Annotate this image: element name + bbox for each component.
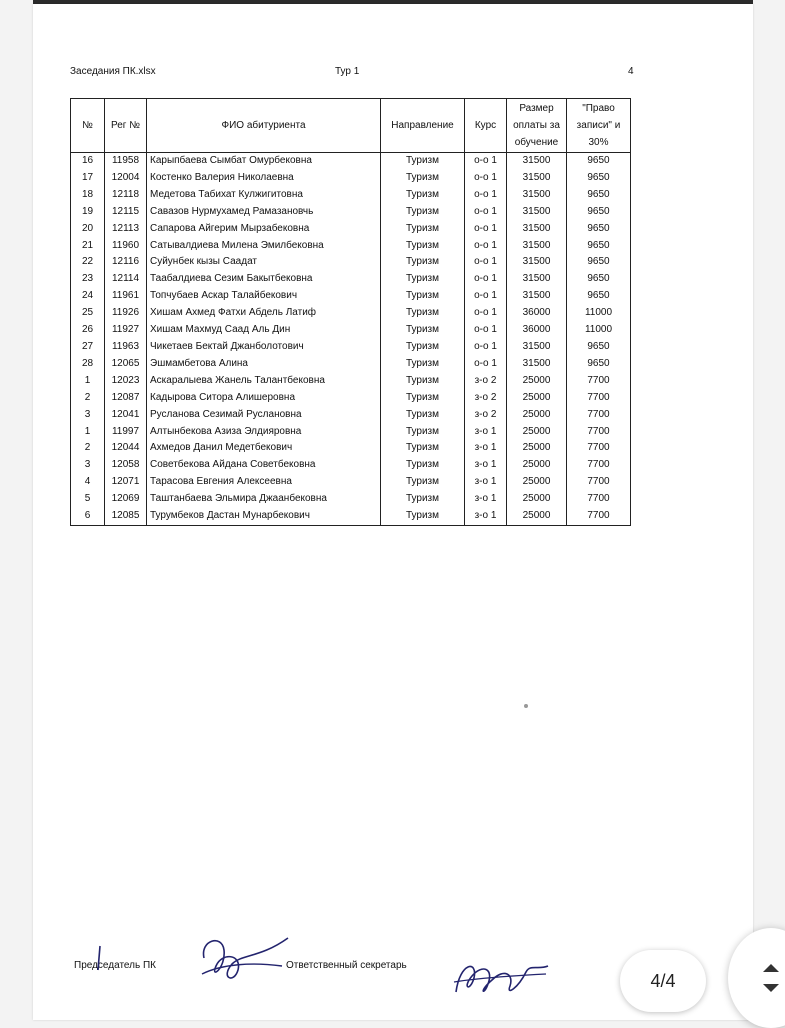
cell-tuition: 25000 xyxy=(507,390,567,407)
cell-reg-number: 12085 xyxy=(105,508,147,525)
cell-course: з-о 1 xyxy=(465,440,507,457)
table-row xyxy=(71,254,631,271)
cell-full-name: Сатывалдиева Милена Эмилбековна xyxy=(147,238,381,255)
cell-tuition: 25000 xyxy=(507,373,567,390)
cell-right-of-entry: 7700 xyxy=(567,424,631,441)
cell-right-of-entry: 9650 xyxy=(567,356,631,373)
cell-full-name: Хишам Махмуд Саад Аль Дин xyxy=(147,322,381,339)
cell-course: о-о 1 xyxy=(465,305,507,322)
cell-direction: Туризм xyxy=(381,153,465,170)
cell-tuition: 25000 xyxy=(507,457,567,474)
cell-tuition: 31500 xyxy=(507,254,567,271)
cell-number: 22 xyxy=(71,254,105,271)
cell-reg-number: 11961 xyxy=(105,288,147,305)
cell-full-name: Кадырова Ситора Алишеровна xyxy=(147,390,381,407)
chair-signature xyxy=(92,928,292,990)
cell-course: з-о 2 xyxy=(465,373,507,390)
cell-tuition: 31500 xyxy=(507,153,567,170)
cell-reg-number: 12118 xyxy=(105,187,147,204)
cell-number: 19 xyxy=(71,204,105,221)
cell-tuition: 25000 xyxy=(507,508,567,525)
cell-full-name: Таабалдиева Сезим Бакытбековна xyxy=(147,271,381,288)
cell-reg-number: 12058 xyxy=(105,457,147,474)
cell-number: 6 xyxy=(71,508,105,525)
table-row xyxy=(71,474,631,491)
cell-tuition: 31500 xyxy=(507,288,567,305)
cell-full-name: Алтынбекова Азиза Элдияровна xyxy=(147,424,381,441)
cell-tuition: 25000 xyxy=(507,440,567,457)
secretary-signature xyxy=(448,952,558,1002)
cell-direction: Туризм xyxy=(381,373,465,390)
cell-full-name: Тарасова Евгения Алексеевна xyxy=(147,474,381,491)
cell-right-of-entry: 9650 xyxy=(567,204,631,221)
page-indicator: 4/4 xyxy=(620,950,706,1012)
cell-tuition: 31500 xyxy=(507,238,567,255)
cell-tuition: 25000 xyxy=(507,424,567,441)
up-down-chevron-icon xyxy=(758,958,784,998)
cell-full-name: Ахмедов Данил Медетбекович xyxy=(147,440,381,457)
cell-right-of-entry: 9650 xyxy=(567,254,631,271)
cell-course: о-о 1 xyxy=(465,322,507,339)
table-row xyxy=(71,457,631,474)
table-row xyxy=(71,204,631,221)
cell-full-name: Советбекова Айдана Советбековна xyxy=(147,457,381,474)
cell-number: 4 xyxy=(71,474,105,491)
cell-right-of-entry: 7700 xyxy=(567,390,631,407)
cell-number: 27 xyxy=(71,339,105,356)
table-row xyxy=(71,373,631,390)
tour-label: Тур 1 xyxy=(335,66,360,77)
cell-course: о-о 1 xyxy=(465,271,507,288)
cell-right-of-entry: 7700 xyxy=(567,373,631,390)
cell-direction: Туризм xyxy=(381,457,465,474)
cell-full-name: Суйунбек кызы Саадат xyxy=(147,254,381,271)
cell-course: з-о 1 xyxy=(465,508,507,525)
cell-full-name: Хишам Ахмед Фатхи Абдель Латиф xyxy=(147,305,381,322)
cell-right-of-entry: 7700 xyxy=(567,457,631,474)
cell-tuition: 36000 xyxy=(507,322,567,339)
cell-tuition: 36000 xyxy=(507,305,567,322)
cell-course: о-о 1 xyxy=(465,288,507,305)
cell-reg-number: 11926 xyxy=(105,305,147,322)
cell-right-of-entry: 7700 xyxy=(567,508,631,525)
cell-course: о-о 1 xyxy=(465,187,507,204)
cell-course: о-о 1 xyxy=(465,339,507,356)
cell-reg-number: 12113 xyxy=(105,221,147,238)
cell-full-name: Таштанбаева Эльмира Джаанбековна xyxy=(147,491,381,508)
cell-full-name: Костенко Валерия Николаевна xyxy=(147,170,381,187)
cell-number: 5 xyxy=(71,491,105,508)
cell-number: 2 xyxy=(71,390,105,407)
table-header-row xyxy=(71,99,631,153)
table-row xyxy=(71,440,631,457)
cell-right-of-entry: 7700 xyxy=(567,440,631,457)
cell-number: 2 xyxy=(71,440,105,457)
cell-right-of-entry: 9650 xyxy=(567,339,631,356)
cell-direction: Туризм xyxy=(381,491,465,508)
cell-direction: Туризм xyxy=(381,254,465,271)
cell-right-of-entry: 9650 xyxy=(567,271,631,288)
cell-reg-number: 12004 xyxy=(105,170,147,187)
col-number: № xyxy=(71,99,105,153)
cell-right-of-entry: 9650 xyxy=(567,221,631,238)
cell-direction: Туризм xyxy=(381,440,465,457)
cell-course: з-о 1 xyxy=(465,491,507,508)
cell-tuition: 31500 xyxy=(507,170,567,187)
cell-number: 3 xyxy=(71,457,105,474)
table-row xyxy=(71,238,631,255)
cell-reg-number: 12071 xyxy=(105,474,147,491)
cell-direction: Туризм xyxy=(381,204,465,221)
cell-direction: Туризм xyxy=(381,288,465,305)
cell-direction: Туризм xyxy=(381,508,465,525)
cell-full-name: Топчубаев Аскар Талайбекович xyxy=(147,288,381,305)
col-course: Курс xyxy=(465,99,507,153)
cell-course: о-о 1 xyxy=(465,238,507,255)
cell-course: о-о 1 xyxy=(465,204,507,221)
cell-number: 18 xyxy=(71,187,105,204)
cell-direction: Туризм xyxy=(381,390,465,407)
cell-direction: Туризм xyxy=(381,238,465,255)
cell-direction: Туризм xyxy=(381,474,465,491)
cell-right-of-entry: 9650 xyxy=(567,187,631,204)
cell-tuition: 31500 xyxy=(507,356,567,373)
cell-number: 16 xyxy=(71,153,105,170)
table-row xyxy=(71,271,631,288)
table-row xyxy=(71,491,631,508)
cell-direction: Туризм xyxy=(381,305,465,322)
cell-course: о-о 1 xyxy=(465,153,507,170)
cell-direction: Туризм xyxy=(381,187,465,204)
col-direction: Направление xyxy=(381,99,465,153)
cell-direction: Туризм xyxy=(381,424,465,441)
col-tuition: Размер оплаты за обучение xyxy=(507,99,567,153)
cell-tuition: 25000 xyxy=(507,474,567,491)
table-row xyxy=(71,424,631,441)
cell-right-of-entry: 9650 xyxy=(567,238,631,255)
cell-reg-number: 12115 xyxy=(105,204,147,221)
cell-full-name: Русланова Сезимай Руслановна xyxy=(147,407,381,424)
col-reg-number: Рег № xyxy=(105,99,147,153)
cell-course: з-о 1 xyxy=(465,424,507,441)
cell-right-of-entry: 9650 xyxy=(567,288,631,305)
cell-tuition: 25000 xyxy=(507,491,567,508)
table-row xyxy=(71,339,631,356)
cell-reg-number: 12023 xyxy=(105,373,147,390)
table-row xyxy=(71,170,631,187)
cell-right-of-entry: 9650 xyxy=(567,170,631,187)
cell-right-of-entry: 9650 xyxy=(567,153,631,170)
page-number: 4 xyxy=(628,66,634,77)
table-row xyxy=(71,508,631,525)
cell-reg-number: 12041 xyxy=(105,407,147,424)
cell-number: 23 xyxy=(71,271,105,288)
file-name: Заседания ПК.xlsx xyxy=(70,66,156,77)
table-row xyxy=(71,221,631,238)
cell-tuition: 31500 xyxy=(507,187,567,204)
cell-full-name: Сапарова Айгерим Мырзабековна xyxy=(147,221,381,238)
cell-tuition: 31500 xyxy=(507,339,567,356)
cell-reg-number: 11997 xyxy=(105,424,147,441)
cell-tuition: 31500 xyxy=(507,204,567,221)
cell-reg-number: 11927 xyxy=(105,322,147,339)
cell-number: 17 xyxy=(71,170,105,187)
cell-direction: Туризм xyxy=(381,339,465,356)
cell-number: 1 xyxy=(71,424,105,441)
table-row xyxy=(71,356,631,373)
cell-full-name: Эшмамбетова Алина xyxy=(147,356,381,373)
col-right-of-entry: "Право записи" и 30% xyxy=(567,99,631,153)
cell-tuition: 25000 xyxy=(507,407,567,424)
cell-right-of-entry: 7700 xyxy=(567,474,631,491)
col-full-name: ФИО абитуриента xyxy=(147,99,381,153)
cell-number: 20 xyxy=(71,221,105,238)
cell-reg-number: 12044 xyxy=(105,440,147,457)
cell-right-of-entry: 11000 xyxy=(567,305,631,322)
cell-right-of-entry: 7700 xyxy=(567,407,631,424)
cell-full-name: Турумбеков Дастан Мунарбекович xyxy=(147,508,381,525)
cell-direction: Туризм xyxy=(381,271,465,288)
table-row xyxy=(71,407,631,424)
cell-full-name: Чикетаев Бектай Джанболотович xyxy=(147,339,381,356)
table-row xyxy=(71,390,631,407)
applicants-table xyxy=(70,98,631,526)
cell-number: 1 xyxy=(71,373,105,390)
cell-number: 25 xyxy=(71,305,105,322)
cell-full-name: Медетова Табихат Кулжигитовна xyxy=(147,187,381,204)
cell-direction: Туризм xyxy=(381,322,465,339)
table-row xyxy=(71,288,631,305)
cell-reg-number: 12114 xyxy=(105,271,147,288)
cell-full-name: Карыпбаева Сымбат Омурбековна xyxy=(147,153,381,170)
cell-direction: Туризм xyxy=(381,170,465,187)
cell-number: 24 xyxy=(71,288,105,305)
chair-label: Председатель ПК xyxy=(74,960,156,971)
cell-course: о-о 1 xyxy=(465,254,507,271)
cell-direction: Туризм xyxy=(381,407,465,424)
cell-course: з-о 1 xyxy=(465,457,507,474)
cell-reg-number: 12087 xyxy=(105,390,147,407)
cell-reg-number: 11960 xyxy=(105,238,147,255)
cell-right-of-entry: 11000 xyxy=(567,322,631,339)
cell-number: 26 xyxy=(71,322,105,339)
cell-reg-number: 11963 xyxy=(105,339,147,356)
cell-reg-number: 12116 xyxy=(105,254,147,271)
cell-number: 21 xyxy=(71,238,105,255)
cell-full-name: Аскаралыева Жанель Талантбековна xyxy=(147,373,381,390)
table-row xyxy=(71,153,631,170)
cell-full-name: Савазов Нурмухамед Рамазановчь xyxy=(147,204,381,221)
cell-direction: Туризм xyxy=(381,221,465,238)
secretary-label: Ответственный секретарь xyxy=(286,960,407,971)
cell-tuition: 31500 xyxy=(507,271,567,288)
cell-right-of-entry: 7700 xyxy=(567,491,631,508)
cell-course: з-о 2 xyxy=(465,407,507,424)
cell-course: з-о 2 xyxy=(465,390,507,407)
cell-number: 3 xyxy=(71,407,105,424)
cell-reg-number: 11958 xyxy=(105,153,147,170)
cell-course: о-о 1 xyxy=(465,221,507,238)
scan-speck xyxy=(524,704,528,708)
cell-direction: Туризм xyxy=(381,356,465,373)
table-row xyxy=(71,305,631,322)
table-row xyxy=(71,322,631,339)
cell-course: о-о 1 xyxy=(465,356,507,373)
cell-course: з-о 1 xyxy=(465,474,507,491)
cell-number: 28 xyxy=(71,356,105,373)
cell-reg-number: 12065 xyxy=(105,356,147,373)
cell-course: о-о 1 xyxy=(465,170,507,187)
cell-tuition: 31500 xyxy=(507,221,567,238)
cell-reg-number: 12069 xyxy=(105,491,147,508)
table-row xyxy=(71,187,631,204)
